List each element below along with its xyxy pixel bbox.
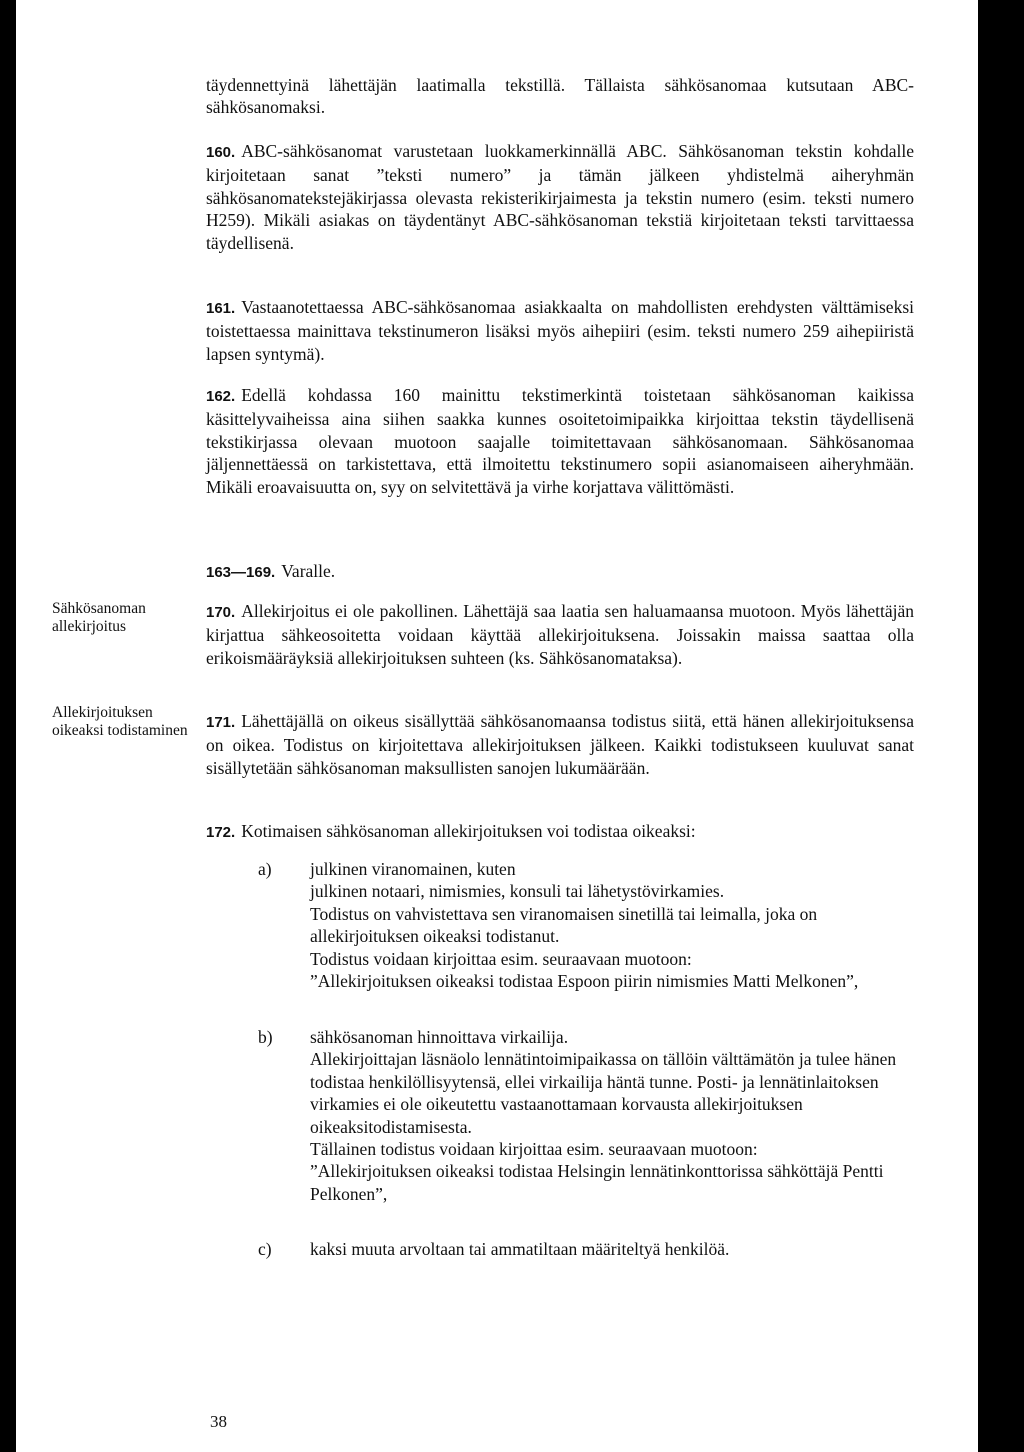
paragraph-text: Varalle. <box>281 561 336 581</box>
paragraph-172 <box>206 820 914 844</box>
paragraph-161 <box>206 296 914 365</box>
paragraph-text: ABC-sähkösanomat varustetaan luokkamerkinnällä ABC. Sähkösanoman tekstin kohdalle kirjoitetaan sanat ”teksti numero” ja tämän jälkeen yhdistelmä aiheryhmän sähkösanomatekstejäkirjassa olevasta rekisterikirjaimesta ja tekstin numero (esim. teksti numero H259). Mikäli asiakas on täydentänyt ABC-sähkösanoman tekstiä kirjoitetaan teksti tarvittaessa täydellisenä. <box>206 141 914 253</box>
list-label: c) <box>258 1239 272 1259</box>
section-number: 170. <box>206 604 236 621</box>
list-label: b) <box>258 1027 273 1047</box>
paragraph-text: Kotimaisen sähkösanoman allekirjoituksen voi todistaa oikeaksi: <box>241 821 696 841</box>
list-item-b <box>258 1026 918 1205</box>
section-number: 162. <box>206 388 236 405</box>
section-number: 160. <box>206 144 236 161</box>
page-number: 38 <box>210 1412 227 1431</box>
paragraph-162 <box>206 384 914 498</box>
list-item-c <box>258 1238 918 1260</box>
scan-margin-bar <box>991 1052 1000 1376</box>
scan-margin-bar <box>991 16 1000 322</box>
sidenote-certification: Allekirjoituksen oikeaksi todistaminen <box>52 704 188 739</box>
paragraph-text: täydennettyinä lähettäjän laatimalla tekstillä. Tällaista sähkösanomaa kutsutaan ABC-sähkösanomaksi. <box>206 75 914 118</box>
list-body: sähkösanoman hinnoittava virkailija. Allekirjoittajan läsnäolo lennätintoimipaikassa on tällöin välttämätön ja tulee hänen todistaa henkilöllisyytensä, ellei virkailija häntä tunne. Posti- ja lennätinlaitoksen virkamies ei ole oikeutettu vastaanottamaan korvausta allekirjoituksen oikeaksitodistamisesta. Tällainen todistus voidaan kirjoittaa esim. seuraavaan muotoon: ”Allekirjoituksen oikeaksi todistaa Helsingin lennätinkonttorissa sähköttäjä Pentti Pelkonen”, <box>310 1027 897 1204</box>
paragraph-text: Allekirjoitus ei ole pakollinen. Lähettäjä saa laatia sen haluamaansa muotoon. Myös lähettäjän kirjattua sähkeosoitetta voidaan käyttää allekirjoituksena. Joissakin maissa saattaa olla erikoismääräyksiä allekirjoituksen suhteen (ks. Sähkösanomataksa). <box>206 601 914 668</box>
list-body: kaksi muuta arvoltaan tai ammatiltaan määriteltyä henkilöä. <box>310 1239 730 1259</box>
section-number: 163—169. <box>206 564 276 581</box>
section-number: 171. <box>206 714 236 731</box>
paragraph-text: Edellä kohdassa 160 mainittu tekstimerkintä toistetaan sähkösanoman kaikissa käsittelyvaiheissa aina siihen saakka kunnes osoitetoimipaikka kirjoittaa tekstin täydellisenä tekstikirjassa olevaan muotoon saajalle toimitettavaan sähkösanomaan. Sähkösanomaa jäljennettäessä on tarkistettava, että ilmoitettu tekstinumero sopii asianomaiseen aiheryhmään. Mikäli eroavaisuutta on, syy on selvitettävä ja virhe korjattava välittömästi. <box>206 385 914 497</box>
paragraph-160 <box>206 140 914 254</box>
list-item-a <box>258 858 918 992</box>
list-label: a) <box>258 859 272 879</box>
paragraph-text: Vastaanotettaessa ABC-sähkösanomaa asiakkaalta on mahdollisten erehdysten välttämiseksi toistettaessa mainittava tekstinumeron lisäksi myös aihepiiri (esim. teksti numero 259 aihepiiristä lapsen syntymä). <box>206 297 914 364</box>
paragraph-171 <box>206 710 914 779</box>
paragraph-text: Lähettäjällä on oikeus sisällyttää sähkösanomaansa todistus siitä, että hänen allekirjoituksensa on oikea. Todistus on kirjoitettava allekirjoituksen jälkeen. Kaikki todistukseen kuuluvat sanat sisällytetään sähkösanoman maksullisten sanojen lukumäärään. <box>206 711 914 778</box>
paragraph-170 <box>206 600 914 669</box>
section-number: 161. <box>206 300 236 317</box>
section-number: 172. <box>206 824 236 841</box>
scan-margin-bar <box>991 478 1000 802</box>
paragraph-intro <box>206 74 914 119</box>
sidenote-signature: Sähkösanoman allekirjoitus <box>52 600 146 635</box>
list-body: julkinen viranomainen, kuten julkinen notaari, nimismies, konsuli tai lähetystövirkamies. Todistus on vahvistettava sen viranomaisen sinetillä tai leimalla, joka on allekirjoituksen oikeaksi todistanut. Todistus voidaan kirjoittaa esim. seuraavaan muotoon: ”Allekirjoituksen oikeaksi todistaa Espoon piirin nimismies Matti Melkonen”, <box>310 859 859 992</box>
paragraph-163 <box>206 560 914 584</box>
scan-border-left <box>0 0 16 1452</box>
